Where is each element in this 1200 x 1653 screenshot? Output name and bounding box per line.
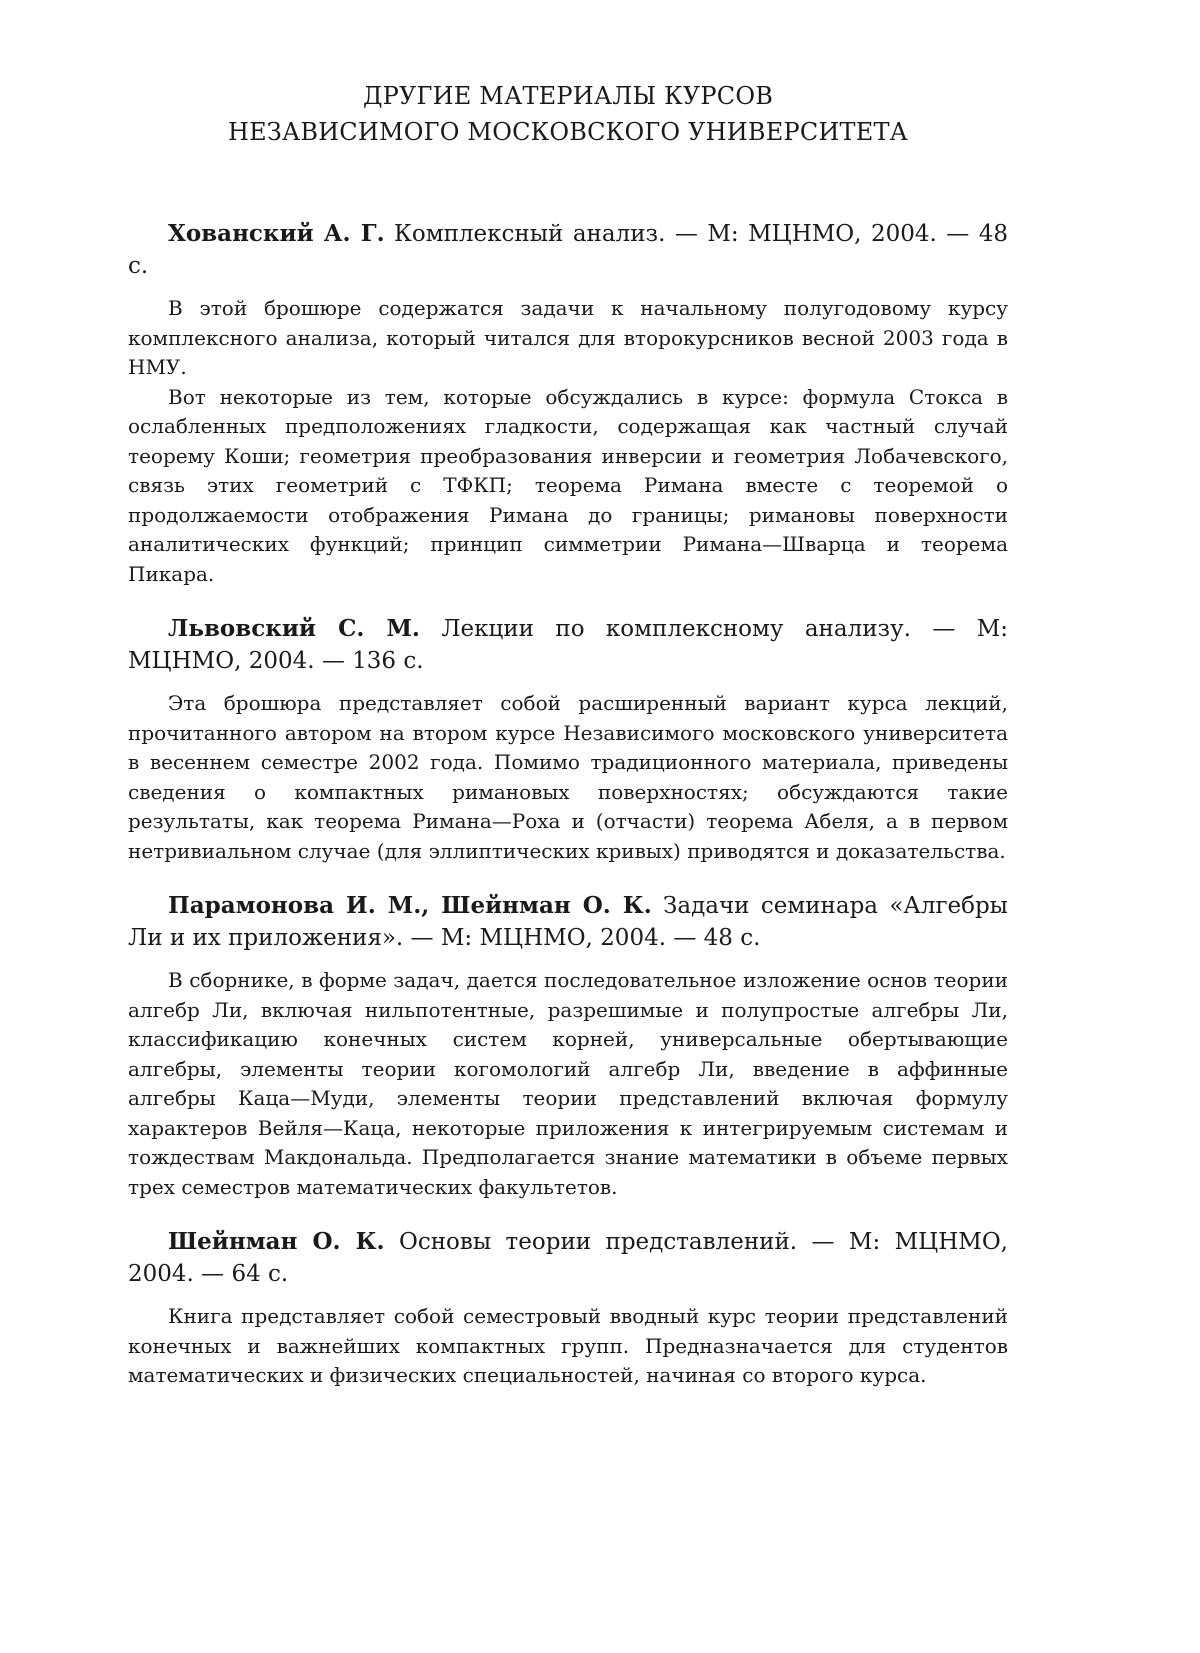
book-author: Парамонова И. М., Шейнман О. К. [168,892,652,919]
book-author: Шейнман О. К. [168,1228,385,1255]
book-description: Книга представляет собой семестровый вводный курс теории представлений конечных и важнейших компактных групп. Предназначается для студентов математических и физических специальностей, начиная со второго курса. [128,1304,1008,1387]
book-description: Вот некоторые из тем, которые обсуждались в курсе: формула Стокса в ослабленных предположениях гладкости, содержащая как частный случай теорему Коши; геометрия преобразования инверсии и геометрия Лобачевского, связь этих геометрий с ТФКП; теорема Римана вместе с теоремой о продолжаемости отображения Римана до границы; римановы поверхности аналитических функций; принцип симметрии Римана—Шварца и теорема Пикара. [128,384,1008,586]
book-description: Эта брошюра представляет собой расширенный вариант курса лекций, прочитанного автором на втором курсе Независимого московского университета в весеннем семестре 2002 года. Помимо традиционного материала, приведены сведения о компактных римановых поверхностях; обсуждаются такие результаты, как теорема Римана—Роха и (отчасти) теорема Абеля, а в первом нетривиальном случае (для эллиптических кривых) приводятся и доказательства. [128,691,1008,863]
page-heading [128,78,1008,150]
book-citation [128,890,1008,954]
book-title: Задачи семинара «Алгебры Ли и их приложения». — М: МЦНМО, 2004. — 48 с. [128,893,1008,951]
book-description: В сборнике, в форме задач, дается последовательное изложение основ теории алгебр Ли, включая нильпотентные, разрешимые и полупростые алгебры Ли, классификацию конечных систем корней, универсальные обертывающие алгебры, элементы теории когомологий алгебр Ли, введение в аффинные алгебры Каца—Муди, элементы теории представлений включая формулу характеров Вейля—Каца, некоторые приложения к интегрируемым системам и тождествам Макдональда. Предполагается знание математики в объеме первых трех семестров математических факультетов. [128,968,1008,1199]
book-author: Львовский С. М. [168,615,420,642]
book-citation [128,613,1008,677]
book-description: В этой брошюре содержатся задачи к начальному полугодовому курсу комплексного анализа, который читался для второкурсников весной 2003 года в НМУ. [128,296,1008,379]
book-author: Хованский А. Г. [168,220,385,247]
book-citation [128,1226,1008,1290]
document-page [128,78,1008,1415]
book-title: Основы теории представлений. — М: МЦНМО, 2004. — 64 с. [128,1229,1008,1287]
book-entry-lvovsky [128,613,1008,866]
heading-line-1: ДРУГИЕ МАТЕРИАЛЫ КУРСОВ [362,82,774,110]
book-entry-khovanskii [128,218,1008,589]
heading-line-2: НЕЗАВИСИМОГО МОСКОВСКОГО УНИВЕРСИТЕТА [227,118,909,146]
book-title: Лекции по комплексному анализу. — М: МЦНМО, 2004. — 136 с. [128,616,1009,674]
book-title: Комплексный анализ. — М: МЦНМО, 2004. — 48 с. [128,221,1008,279]
book-entry-paramonova-sheinman [128,890,1008,1202]
book-citation [128,218,1008,282]
book-entry-sheinman [128,1226,1008,1391]
